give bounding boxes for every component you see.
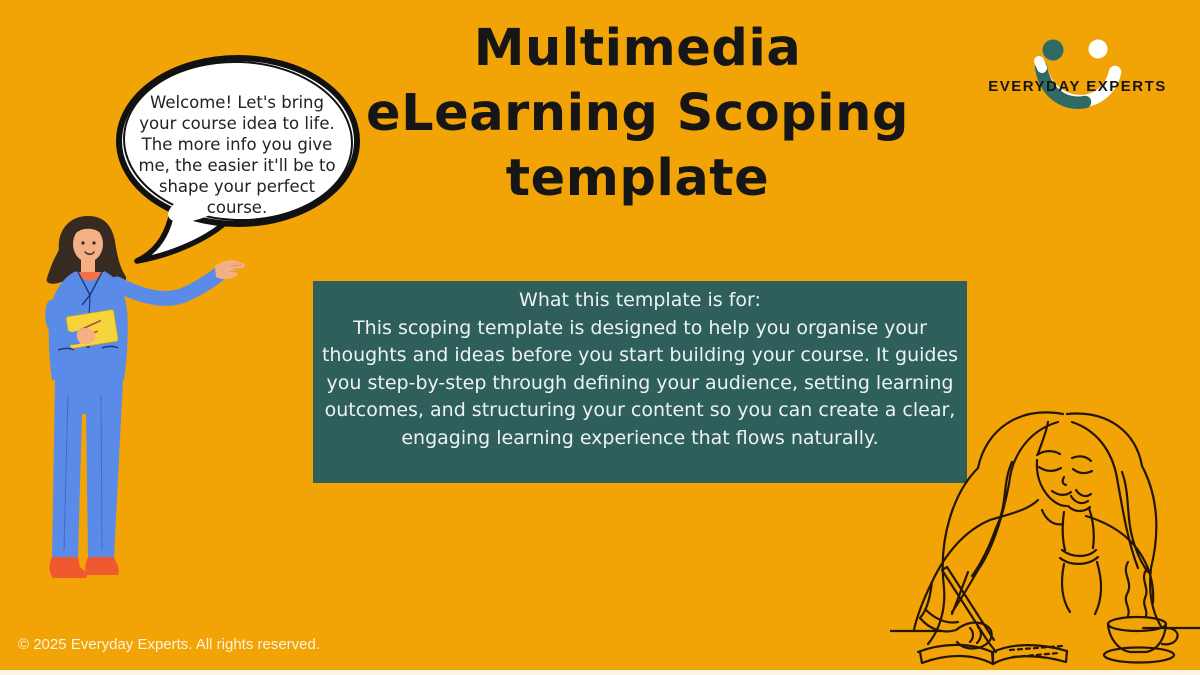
presenter-woman-illustration xyxy=(22,210,252,588)
bottom-edge-strip xyxy=(0,670,1200,675)
info-box-body: This scoping template is designed to help you organise your thoughts and ideas before you start building your course. It guides you step-by-step through defining your audience, setting learning outcomes, and structuring your content so you can create a clear, engaging learning experience that flows naturally. xyxy=(321,316,959,449)
info-box-heading: What this template is for: xyxy=(519,289,761,311)
brand-logo xyxy=(975,22,1180,126)
speech-bubble-text: Welcome! Let's bring your course idea to life. The more info you give me, the easier it'll be to shape your perfect course. xyxy=(138,93,336,217)
title-line-1: Multimedia xyxy=(473,19,802,78)
page-title xyxy=(320,16,955,211)
copyright-text: © 2025 Everyday Experts. All rights reserved. xyxy=(18,636,321,653)
title-line-3: template xyxy=(505,149,770,208)
brand-name: EVERYDAY EXPERTS xyxy=(988,78,1167,95)
title-line-2: eLearning Scoping xyxy=(366,84,909,143)
writing-woman-illustration xyxy=(890,400,1200,672)
info-box xyxy=(313,281,967,483)
smiley-face-icon xyxy=(975,22,1180,126)
